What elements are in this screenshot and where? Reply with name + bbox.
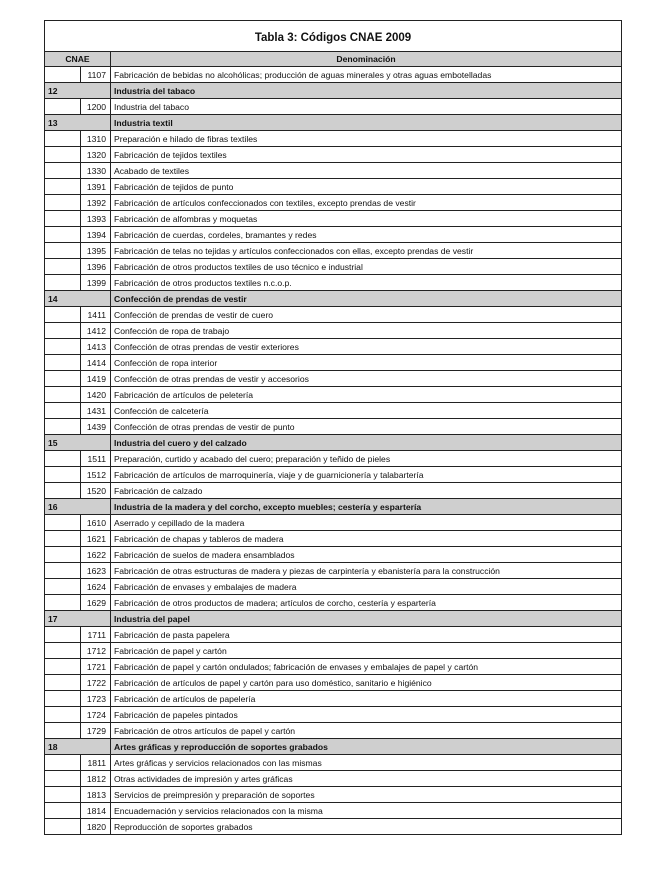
item-name: Fabricación de papeles pintados — [111, 707, 622, 723]
indent-cell — [45, 227, 81, 243]
item-name: Fabricación de otras estructuras de madera y piezas de carpintería y ebanistería para la construcción — [111, 563, 622, 579]
item-code: 1392 — [81, 195, 111, 211]
indent-cell — [45, 803, 81, 819]
indent-cell — [45, 755, 81, 771]
table-row — [45, 627, 622, 643]
group-name: Industria del tabaco — [111, 83, 622, 99]
table-row — [45, 547, 622, 563]
table-row — [45, 563, 622, 579]
item-name: Fabricación de artículos de papelería — [111, 691, 622, 707]
table-row — [45, 307, 622, 323]
table-group-row — [45, 115, 622, 131]
item-code: 1624 — [81, 579, 111, 595]
header-code: CNAE — [45, 52, 111, 67]
indent-cell — [45, 627, 81, 643]
group-name: Industria de la madera y del corcho, excepto muebles; cestería y espartería — [111, 499, 622, 515]
item-name: Fabricación de papel y cartón — [111, 643, 622, 659]
group-name: Artes gráficas y reproducción de soportes grabados — [111, 739, 622, 755]
item-code: 1723 — [81, 691, 111, 707]
table-row — [45, 819, 622, 835]
indent-cell — [45, 323, 81, 339]
table-row — [45, 707, 622, 723]
indent-cell — [45, 723, 81, 739]
indent-cell — [45, 403, 81, 419]
table-row — [45, 675, 622, 691]
table-row — [45, 403, 622, 419]
indent-cell — [45, 99, 81, 115]
indent-cell — [45, 339, 81, 355]
indent-cell — [45, 643, 81, 659]
item-name: Fabricación de suelos de madera ensamblados — [111, 547, 622, 563]
item-name: Fabricación de otros productos textiles n.c.o.p. — [111, 275, 622, 291]
table-header-row — [45, 52, 622, 67]
item-code: 1621 — [81, 531, 111, 547]
table-row — [45, 787, 622, 803]
item-code: 1310 — [81, 131, 111, 147]
table-row — [45, 803, 622, 819]
item-name: Fabricación de calzado — [111, 483, 622, 499]
item-name: Confección de calcetería — [111, 403, 622, 419]
table-row — [45, 579, 622, 595]
item-code: 1724 — [81, 707, 111, 723]
item-code: 1512 — [81, 467, 111, 483]
item-name: Fabricación de tejidos de punto — [111, 179, 622, 195]
indent-cell — [45, 563, 81, 579]
table-group-row — [45, 83, 622, 99]
item-name: Fabricación de otros productos textiles de uso técnico e industrial — [111, 259, 622, 275]
group-code: 14 — [45, 291, 111, 307]
table-body — [45, 67, 622, 835]
table-group-row — [45, 739, 622, 755]
item-code: 1814 — [81, 803, 111, 819]
indent-cell — [45, 371, 81, 387]
item-code: 1395 — [81, 243, 111, 259]
item-name: Fabricación de papel y cartón ondulados; fabricación de envases y embalajes de papel y cartón — [111, 659, 622, 675]
table-row — [45, 691, 622, 707]
table-group-row — [45, 611, 622, 627]
indent-cell — [45, 819, 81, 835]
table-row — [45, 515, 622, 531]
table-title: Tabla 3: Códigos CNAE 2009 — [45, 21, 622, 52]
table-row — [45, 467, 622, 483]
item-code: 1439 — [81, 419, 111, 435]
item-code: 1623 — [81, 563, 111, 579]
table-row — [45, 371, 622, 387]
item-code: 1721 — [81, 659, 111, 675]
indent-cell — [45, 707, 81, 723]
table-group-row — [45, 435, 622, 451]
item-name: Confección de ropa de trabajo — [111, 323, 622, 339]
group-code: 18 — [45, 739, 111, 755]
item-code: 1420 — [81, 387, 111, 403]
table-row — [45, 243, 622, 259]
table-row — [45, 531, 622, 547]
item-code: 1622 — [81, 547, 111, 563]
item-code: 1812 — [81, 771, 111, 787]
item-code: 1107 — [81, 67, 111, 83]
indent-cell — [45, 355, 81, 371]
group-code: 15 — [45, 435, 111, 451]
item-name: Industria del tabaco — [111, 99, 622, 115]
table-row — [45, 67, 622, 83]
item-name: Fabricación de alfombras y moquetas — [111, 211, 622, 227]
item-code: 1729 — [81, 723, 111, 739]
table-row — [45, 723, 622, 739]
item-name: Fabricación de otros artículos de papel y cartón — [111, 723, 622, 739]
table-group-row — [45, 291, 622, 307]
item-code: 1320 — [81, 147, 111, 163]
table-row — [45, 659, 622, 675]
indent-cell — [45, 131, 81, 147]
indent-cell — [45, 211, 81, 227]
indent-cell — [45, 387, 81, 403]
group-name: Industria del cuero y del calzado — [111, 435, 622, 451]
group-code: 12 — [45, 83, 111, 99]
group-name: Confección de prendas de vestir — [111, 291, 622, 307]
indent-cell — [45, 147, 81, 163]
item-name: Servicios de preimpresión y preparación de soportes — [111, 787, 622, 803]
item-name: Fabricación de pasta papelera — [111, 627, 622, 643]
group-name: Industria del papel — [111, 611, 622, 627]
item-code: 1413 — [81, 339, 111, 355]
indent-cell — [45, 275, 81, 291]
item-code: 1419 — [81, 371, 111, 387]
item-name: Preparación e hilado de fibras textiles — [111, 131, 622, 147]
item-name: Otras actividades de impresión y artes gráficas — [111, 771, 622, 787]
item-code: 1394 — [81, 227, 111, 243]
table-row — [45, 275, 622, 291]
table-row — [45, 323, 622, 339]
indent-cell — [45, 659, 81, 675]
item-name: Confección de ropa interior — [111, 355, 622, 371]
indent-cell — [45, 67, 81, 83]
item-name: Aserrado y cepillado de la madera — [111, 515, 622, 531]
indent-cell — [45, 675, 81, 691]
item-code: 1511 — [81, 451, 111, 467]
item-name: Confección de otras prendas de vestir y accesorios — [111, 371, 622, 387]
item-name: Fabricación de artículos de marroquinería, viaje y de guarnicionería y talabartería — [111, 467, 622, 483]
indent-cell — [45, 483, 81, 499]
item-code: 1200 — [81, 99, 111, 115]
item-code: 1629 — [81, 595, 111, 611]
item-name: Fabricación de artículos confeccionados con textiles, excepto prendas de vestir — [111, 195, 622, 211]
item-code: 1712 — [81, 643, 111, 659]
table-row — [45, 147, 622, 163]
item-code: 1396 — [81, 259, 111, 275]
table-row — [45, 195, 622, 211]
item-name: Fabricación de cuerdas, cordeles, bramantes y redes — [111, 227, 622, 243]
item-name: Fabricación de tejidos textiles — [111, 147, 622, 163]
table-row — [45, 771, 622, 787]
indent-cell — [45, 259, 81, 275]
item-name: Fabricación de telas no tejidas y artículos confeccionados con ellas, excepto prendas de vestir — [111, 243, 622, 259]
table-row — [45, 451, 622, 467]
indent-cell — [45, 547, 81, 563]
cnae-table-sheet — [44, 20, 622, 835]
indent-cell — [45, 579, 81, 595]
item-name: Fabricación de envases y embalajes de madera — [111, 579, 622, 595]
item-name: Fabricación de bebidas no alcohólicas; producción de aguas minerales y otras aguas embotelladas — [111, 67, 622, 83]
item-code: 1431 — [81, 403, 111, 419]
item-name: Reproducción de soportes grabados — [111, 819, 622, 835]
item-code: 1811 — [81, 755, 111, 771]
item-code: 1412 — [81, 323, 111, 339]
indent-cell — [45, 419, 81, 435]
group-name: Industria textil — [111, 115, 622, 131]
group-code: 17 — [45, 611, 111, 627]
indent-cell — [45, 531, 81, 547]
group-code: 16 — [45, 499, 111, 515]
indent-cell — [45, 243, 81, 259]
item-name: Confección de prendas de vestir de cuero — [111, 307, 622, 323]
indent-cell — [45, 195, 81, 211]
item-name: Fabricación de chapas y tableros de madera — [111, 531, 622, 547]
indent-cell — [45, 787, 81, 803]
item-name: Artes gráficas y servicios relacionados con las mismas — [111, 755, 622, 771]
item-name: Confección de otras prendas de vestir de punto — [111, 419, 622, 435]
table-row — [45, 387, 622, 403]
item-code: 1813 — [81, 787, 111, 803]
item-code: 1520 — [81, 483, 111, 499]
table-row — [45, 131, 622, 147]
indent-cell — [45, 451, 81, 467]
table-row — [45, 259, 622, 275]
indent-cell — [45, 467, 81, 483]
table-row — [45, 163, 622, 179]
table-row — [45, 179, 622, 195]
item-code: 1820 — [81, 819, 111, 835]
indent-cell — [45, 179, 81, 195]
item-name: Confección de otras prendas de vestir exteriores — [111, 339, 622, 355]
table-row — [45, 643, 622, 659]
item-code: 1711 — [81, 627, 111, 643]
table-row — [45, 99, 622, 115]
item-name: Acabado de textiles — [111, 163, 622, 179]
indent-cell — [45, 691, 81, 707]
item-name: Fabricación de artículos de papel y cartón para uso doméstico, sanitario e higiénico — [111, 675, 622, 691]
table-row — [45, 339, 622, 355]
table-group-row — [45, 499, 622, 515]
item-name: Preparación, curtido y acabado del cuero; preparación y teñido de pieles — [111, 451, 622, 467]
item-code: 1393 — [81, 211, 111, 227]
indent-cell — [45, 307, 81, 323]
cnae-table — [44, 20, 622, 835]
item-code: 1391 — [81, 179, 111, 195]
item-code: 1610 — [81, 515, 111, 531]
group-code: 13 — [45, 115, 111, 131]
indent-cell — [45, 515, 81, 531]
table-row — [45, 211, 622, 227]
table-row — [45, 483, 622, 499]
item-code: 1330 — [81, 163, 111, 179]
item-code: 1399 — [81, 275, 111, 291]
table-row — [45, 419, 622, 435]
item-name: Encuadernación y servicios relacionados con la misma — [111, 803, 622, 819]
table-row — [45, 227, 622, 243]
indent-cell — [45, 595, 81, 611]
indent-cell — [45, 771, 81, 787]
table-row — [45, 355, 622, 371]
table-row — [45, 595, 622, 611]
item-code: 1414 — [81, 355, 111, 371]
item-name: Fabricación de otros productos de madera; artículos de corcho, cestería y espartería — [111, 595, 622, 611]
item-code: 1722 — [81, 675, 111, 691]
table-row — [45, 755, 622, 771]
item-code: 1411 — [81, 307, 111, 323]
item-name: Fabricación de artículos de peletería — [111, 387, 622, 403]
indent-cell — [45, 163, 81, 179]
header-name: Denominación — [111, 52, 622, 67]
